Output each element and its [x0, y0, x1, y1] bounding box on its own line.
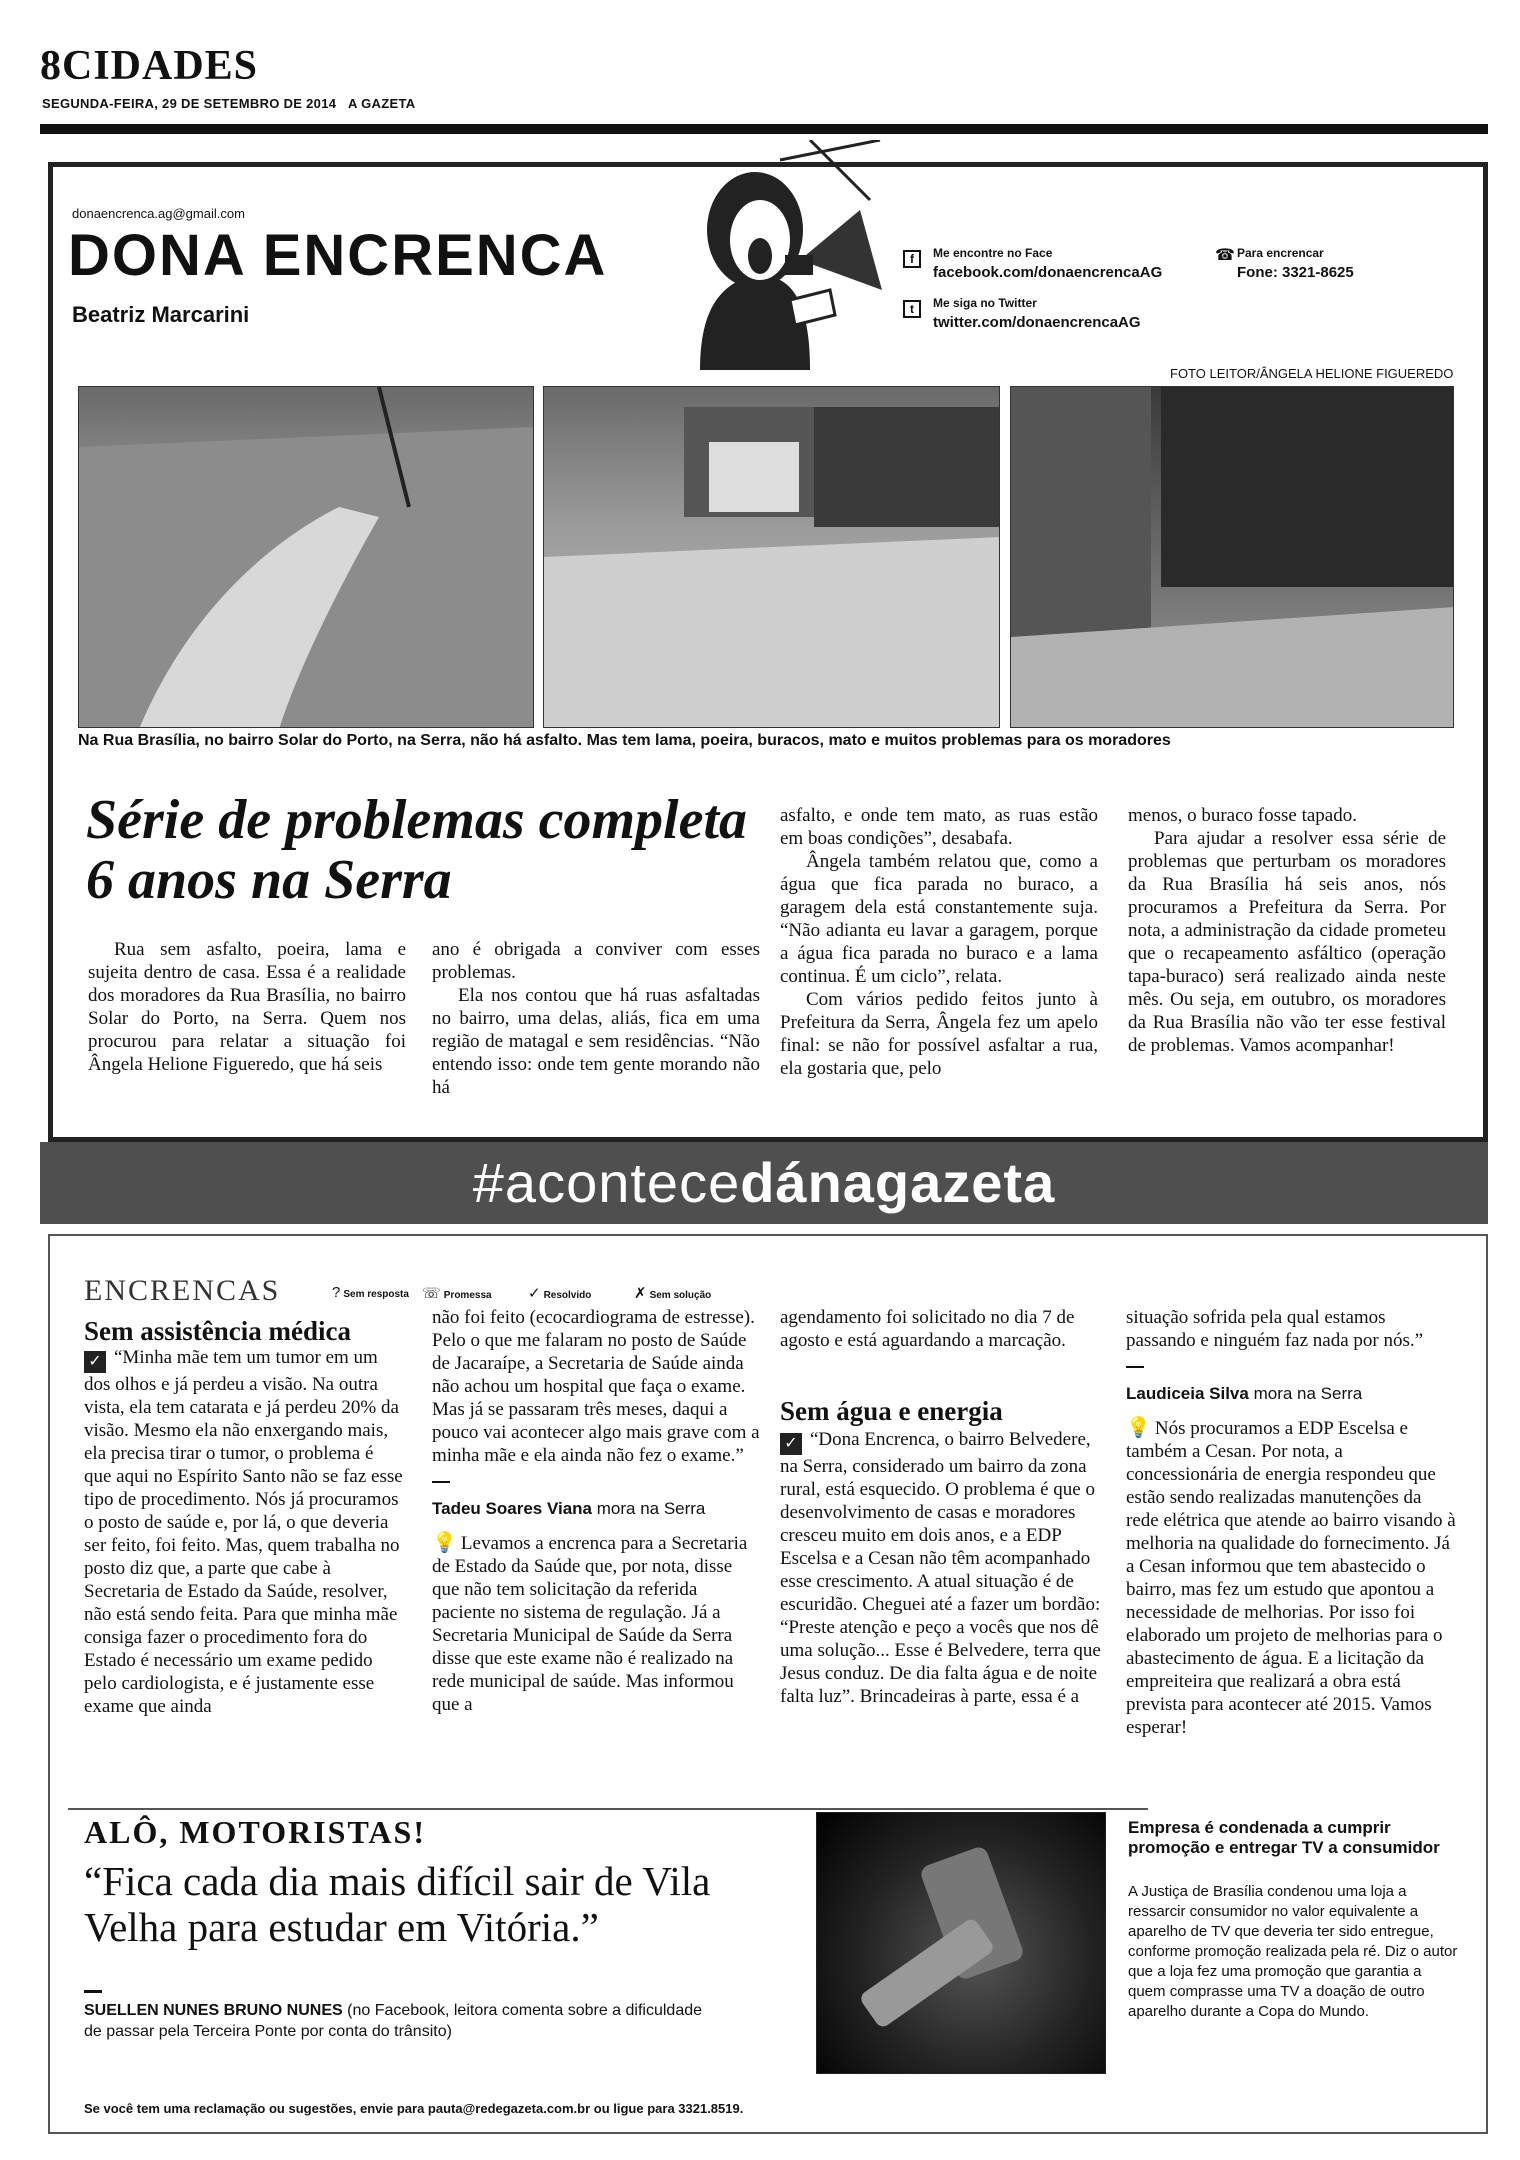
street-photo-2 — [543, 386, 1000, 728]
response-text: agendamento foi solicitado no dia 7 de agosto e está aguardando a marcação. — [780, 1307, 1075, 1351]
article-paragraph: Rua sem asfalto, poeira, lama e sujeita dentro de casa. Essa é a realidade dos moradores da Rua Brasília, no bairro Solar do Porto, na Serra. Quem nos procurou para relatar a situação foi Ângela Helione Figueredo, que há seis — [88, 939, 406, 1075]
phone-icon: ☎ — [1215, 247, 1235, 264]
legend-label: Sem solução — [649, 1290, 712, 1301]
twitter-icon: t — [903, 300, 921, 318]
signature-place: mora na Serra — [1253, 1384, 1363, 1403]
gavel-icon — [817, 1813, 1107, 2075]
tv-gavel-photo — [816, 1812, 1106, 2074]
legend-label: Promessa — [443, 1290, 492, 1301]
phone-contact[interactable] — [1215, 244, 1354, 282]
header-rule — [40, 124, 1488, 134]
motoristas-quote: “Fica cada dia mais difícil sair de Vila Velha para estudar em Vitória.” — [84, 1858, 711, 1950]
signature-rule — [1126, 1366, 1144, 1368]
legend-promise — [422, 1284, 492, 1302]
encrenca-health-column-2 — [432, 1306, 762, 1716]
encrenca-water-column-2 — [1126, 1306, 1456, 1739]
date: SEGUNDA-FEIRA, 29 DE SETEMBRO DE 2014 — [42, 96, 337, 111]
twitter-url[interactable]: twitter.com/donaencrencaAG — [933, 314, 1141, 331]
street-photo-3-art — [1011, 387, 1454, 728]
column-email[interactable]: donaencrenca.ag@gmail.com — [72, 206, 245, 221]
section-divider — [68, 1808, 1148, 1810]
legend-no-solution — [634, 1284, 711, 1302]
dateline — [42, 96, 415, 111]
photo-credit: FOTO LEITOR/ÂNGELA HELIONE FIGUEREDO — [1170, 366, 1454, 381]
signature-name: Laudiceia Silva — [1126, 1384, 1249, 1403]
facebook-url[interactable]: facebook.com/donaencrencaAG — [933, 264, 1163, 281]
phone-label: Para encrencar — [1237, 246, 1324, 260]
lightbulb-icon: 💡 — [432, 1532, 457, 1554]
encrenca-text: “Dona Encrenca, o bairro Belvedere, na Serra, considerado um bairro da zona rural, está esquecido. O problema é que o desenvolvimento de casas e moradores cresceu muito em dois anos, e a EDP Escelsa e a Cesan não têm acompanhado esse crescimento. A atual situação é de escuridão. Cheguei até a fazer um bordão: “Preste atenção e peço a vocês que nos dê uma solução... Esse é Belvedere, terra que Jesus conduz. De dia falta água e de noite falta luz”. Brincadeiras à parte, essa é a — [780, 1429, 1101, 1707]
credit-name: SUELLEN NUNES BRUNO NUNES — [84, 2002, 343, 2019]
article-paragraph: Para ajudar a resolver essa série de problemas que perturbam os moradores da Rua Brasília há seis anos, nós procuramos a Prefeitura da Serra. Por nota, a administração da cidade prometeu que o recapeamento asfáltico (operação tapa-buraco) será realizado ainda neste mês. Ou seja, em outubro, os moradores da Rua Brasília não vão ter esse festival de problemas. Vamos acompanhar! — [1128, 828, 1446, 1056]
column-title: DONA ENCRENCA — [68, 223, 608, 288]
signature-name: Tadeu Soares Viana — [432, 1499, 592, 1518]
legend-no-response — [332, 1284, 409, 1301]
encrenca-health-column-1 — [84, 1346, 404, 1718]
article-column-1 — [88, 938, 406, 1076]
encrenca-title-health: Sem assistência médica — [84, 1316, 351, 1346]
reader-signature — [432, 1497, 762, 1520]
response-text: Nós procuramos a EDP Escelsa e também a Cesan. Por nota, a concessionária de energia respondeu que estão sendo realizadas manutenções da rede elétrica que atende ao bairro visando à melhoria na qualidade do fornecimento. Já a Cesan informou que tem abastecido o bairro, mas fez um estudo que apontou a necessidade de melhorias. Por isso foi elaborado um projeto de melhorias para o abastecimento de água. E a licitação da empreiteira que realizará a obra está prevista para acontecer até 2015. Vamos esperar! — [1126, 1418, 1456, 1738]
credit-text: (no Facebook, leitora comenta sobre a dificuldade de passar pela Terceira Ponte por conta do trânsito) — [84, 2002, 703, 2040]
signature-rule — [432, 1481, 450, 1483]
legend-label: Sem resposta — [343, 1289, 409, 1300]
no-solution-icon: ✗ — [634, 1285, 647, 1302]
article-column-2 — [432, 938, 760, 1099]
article-paragraph: Ângela também relatou que, como a água que fica parada no buraco, a garagem dela está constantemente suja. “Não adianta eu lavar a garagem, porque a água fica parada no buraco e a lama continua. É um ciclo”, relata. — [780, 851, 1098, 987]
street-photo-3 — [1010, 386, 1454, 728]
section-name: CIDADES — [62, 43, 259, 89]
banner-hashtag: #acontece — [472, 1151, 741, 1214]
twitter-contact[interactable] — [903, 294, 1141, 332]
photo-caption: Na Rua Brasília, no bairro Solar do Porto, na Serra, não há asfalto. Mas tem lama, poeira, buracos, mato e muitos problemas para os moradores — [78, 732, 1171, 749]
article-paragraph: Ela nos contou que há ruas asfaltadas no bairro, uma delas, aliás, fica em uma região de matagal e sem residências. “Não entendo isso: onde tem gente morando não há — [432, 985, 760, 1098]
question-icon: ? — [332, 1284, 341, 1301]
twitter-label: Me siga no Twitter — [933, 296, 1037, 310]
resolved-status-icon: ✓ — [84, 1351, 106, 1373]
empresa-headline: Empresa é condenada a cumprir promoção e entregar TV a consumidor — [1128, 1818, 1440, 1857]
article-paragraph: Com vários pedido feitos junto à Prefeitura da Serra, Ângela fez um apelo final: se não for possível asfaltar a rua, ela gostaria que, pelo — [780, 989, 1098, 1079]
encrenca-water-column-1 — [780, 1428, 1106, 1708]
credit-rule — [84, 1990, 102, 1993]
legend-label: Resolvido — [543, 1290, 592, 1301]
legend-resolved — [528, 1284, 591, 1302]
street-photo-2-art — [544, 387, 1000, 728]
resolved-icon: ✓ — [528, 1285, 541, 1302]
motoristas-credit — [84, 2000, 724, 2042]
article-column-4 — [1128, 804, 1446, 1057]
page-header — [40, 42, 258, 90]
hashtag-banner — [40, 1142, 1488, 1224]
resolved-status-icon: ✓ — [780, 1433, 802, 1455]
facebook-contact[interactable] — [903, 244, 1162, 282]
response-text: Levamos a encrenca para a Secretaria de Estado da Saúde que, por nota, disse que não tem solicitação da referida paciente no sistema de regulação. Já a Secretaria Municipal de Saúde da Serra disse que este exame não é realizado na rede municipal de saúde. Mas informou que a — [432, 1533, 748, 1715]
column-author: Beatriz Marcarini — [72, 302, 250, 327]
encrenca-text: não foi feito (ecocardiograma de estresse). Pelo o que me falaram no posto de Saúde de Jacaraípe, a Secretaria de Saúde ainda não achou um hospital que faça o exame. Mas já se passaram três meses, daqui a pouco vai acontecer algo mais grave com a minha mãe e ela ainda não fez o exame.” — [432, 1307, 760, 1466]
encrenca-title-water-energy: Sem água e energia — [780, 1396, 1003, 1426]
megaphone-mascot-icon — [660, 140, 900, 370]
motoristas-title: ALÔ, MOTORISTAS! — [84, 1814, 426, 1850]
encrenca-text: “Minha mãe tem um tumor em um dos olhos e já perdeu a visão. Na outra vista, ela tem catarata e já perdeu 20% da visão. Mesmo ela não enxergando mais, ela precisa tirar o tumor, o problema é que aqui no Espírito Santo não se faz esse tipo de procedimento. Nós já procuramos o posto de saúde e, por lá, o que deveria ser feito, foi feito. Mas, quem trabalha no posto diz que, a parte que cabe à Secretaria de Estado da Saúde, resolver, não está sendo feita. Para que minha mãe consiga fazer o procedimento fora do Estado é necessário um exame pedido pelo cardiologista, e é justamente esse exame que ainda — [84, 1347, 403, 1717]
lightbulb-icon: 💡 — [1126, 1417, 1151, 1439]
banner-hashtag-bold: dánagazeta — [740, 1151, 1056, 1214]
facebook-icon: f — [903, 250, 921, 268]
encrencas-section-title: ENCRENCAS — [84, 1274, 281, 1307]
page-number: 8 — [40, 43, 62, 89]
footer-note: Se você tem uma reclamação ou sugestões, envie para pauta@redegazeta.com.br ou ligue para 3321.8519. — [84, 2101, 744, 2116]
street-photo-1-art — [79, 387, 534, 728]
article-column-3 — [780, 804, 1098, 1080]
article-paragraph: asfalto, e onde tem mato, as ruas estão em boas condições”, desabafa. — [780, 805, 1098, 849]
promise-icon: ☏ — [422, 1285, 441, 1302]
article-headline: Série de problemas completa 6 anos na Serra — [86, 789, 748, 911]
newspaper-name: A GAZETA — [348, 96, 416, 111]
encrenca-text: situação sofrida pela qual estamos passando e ninguém faz nada por nós.” — [1126, 1307, 1424, 1351]
street-photo-1 — [78, 386, 534, 728]
empresa-body: A Justiça de Brasília condenou uma loja a ressarcir consumidor no valor equivalente a aparelho de TV que deveria ter sido entregue, conforme promoção realizada pela ré. Diz o autor que a loja fez uma promoção que garantia a quem comprasse uma TV a doação de outro aparelho durante a Copa do Mundo. — [1128, 1883, 1458, 2020]
article-paragraph: ano é obrigada a conviver com esses problemas. — [432, 939, 760, 983]
facebook-label: Me encontre no Face — [933, 246, 1053, 260]
phone-number[interactable]: Fone: 3321-8625 — [1237, 264, 1354, 281]
article-paragraph: menos, o buraco fosse tapado. — [1128, 805, 1357, 826]
reader-signature — [1126, 1382, 1456, 1405]
signature-place: mora na Serra — [596, 1499, 706, 1518]
encrenca-health-column-3 — [780, 1306, 1104, 1352]
